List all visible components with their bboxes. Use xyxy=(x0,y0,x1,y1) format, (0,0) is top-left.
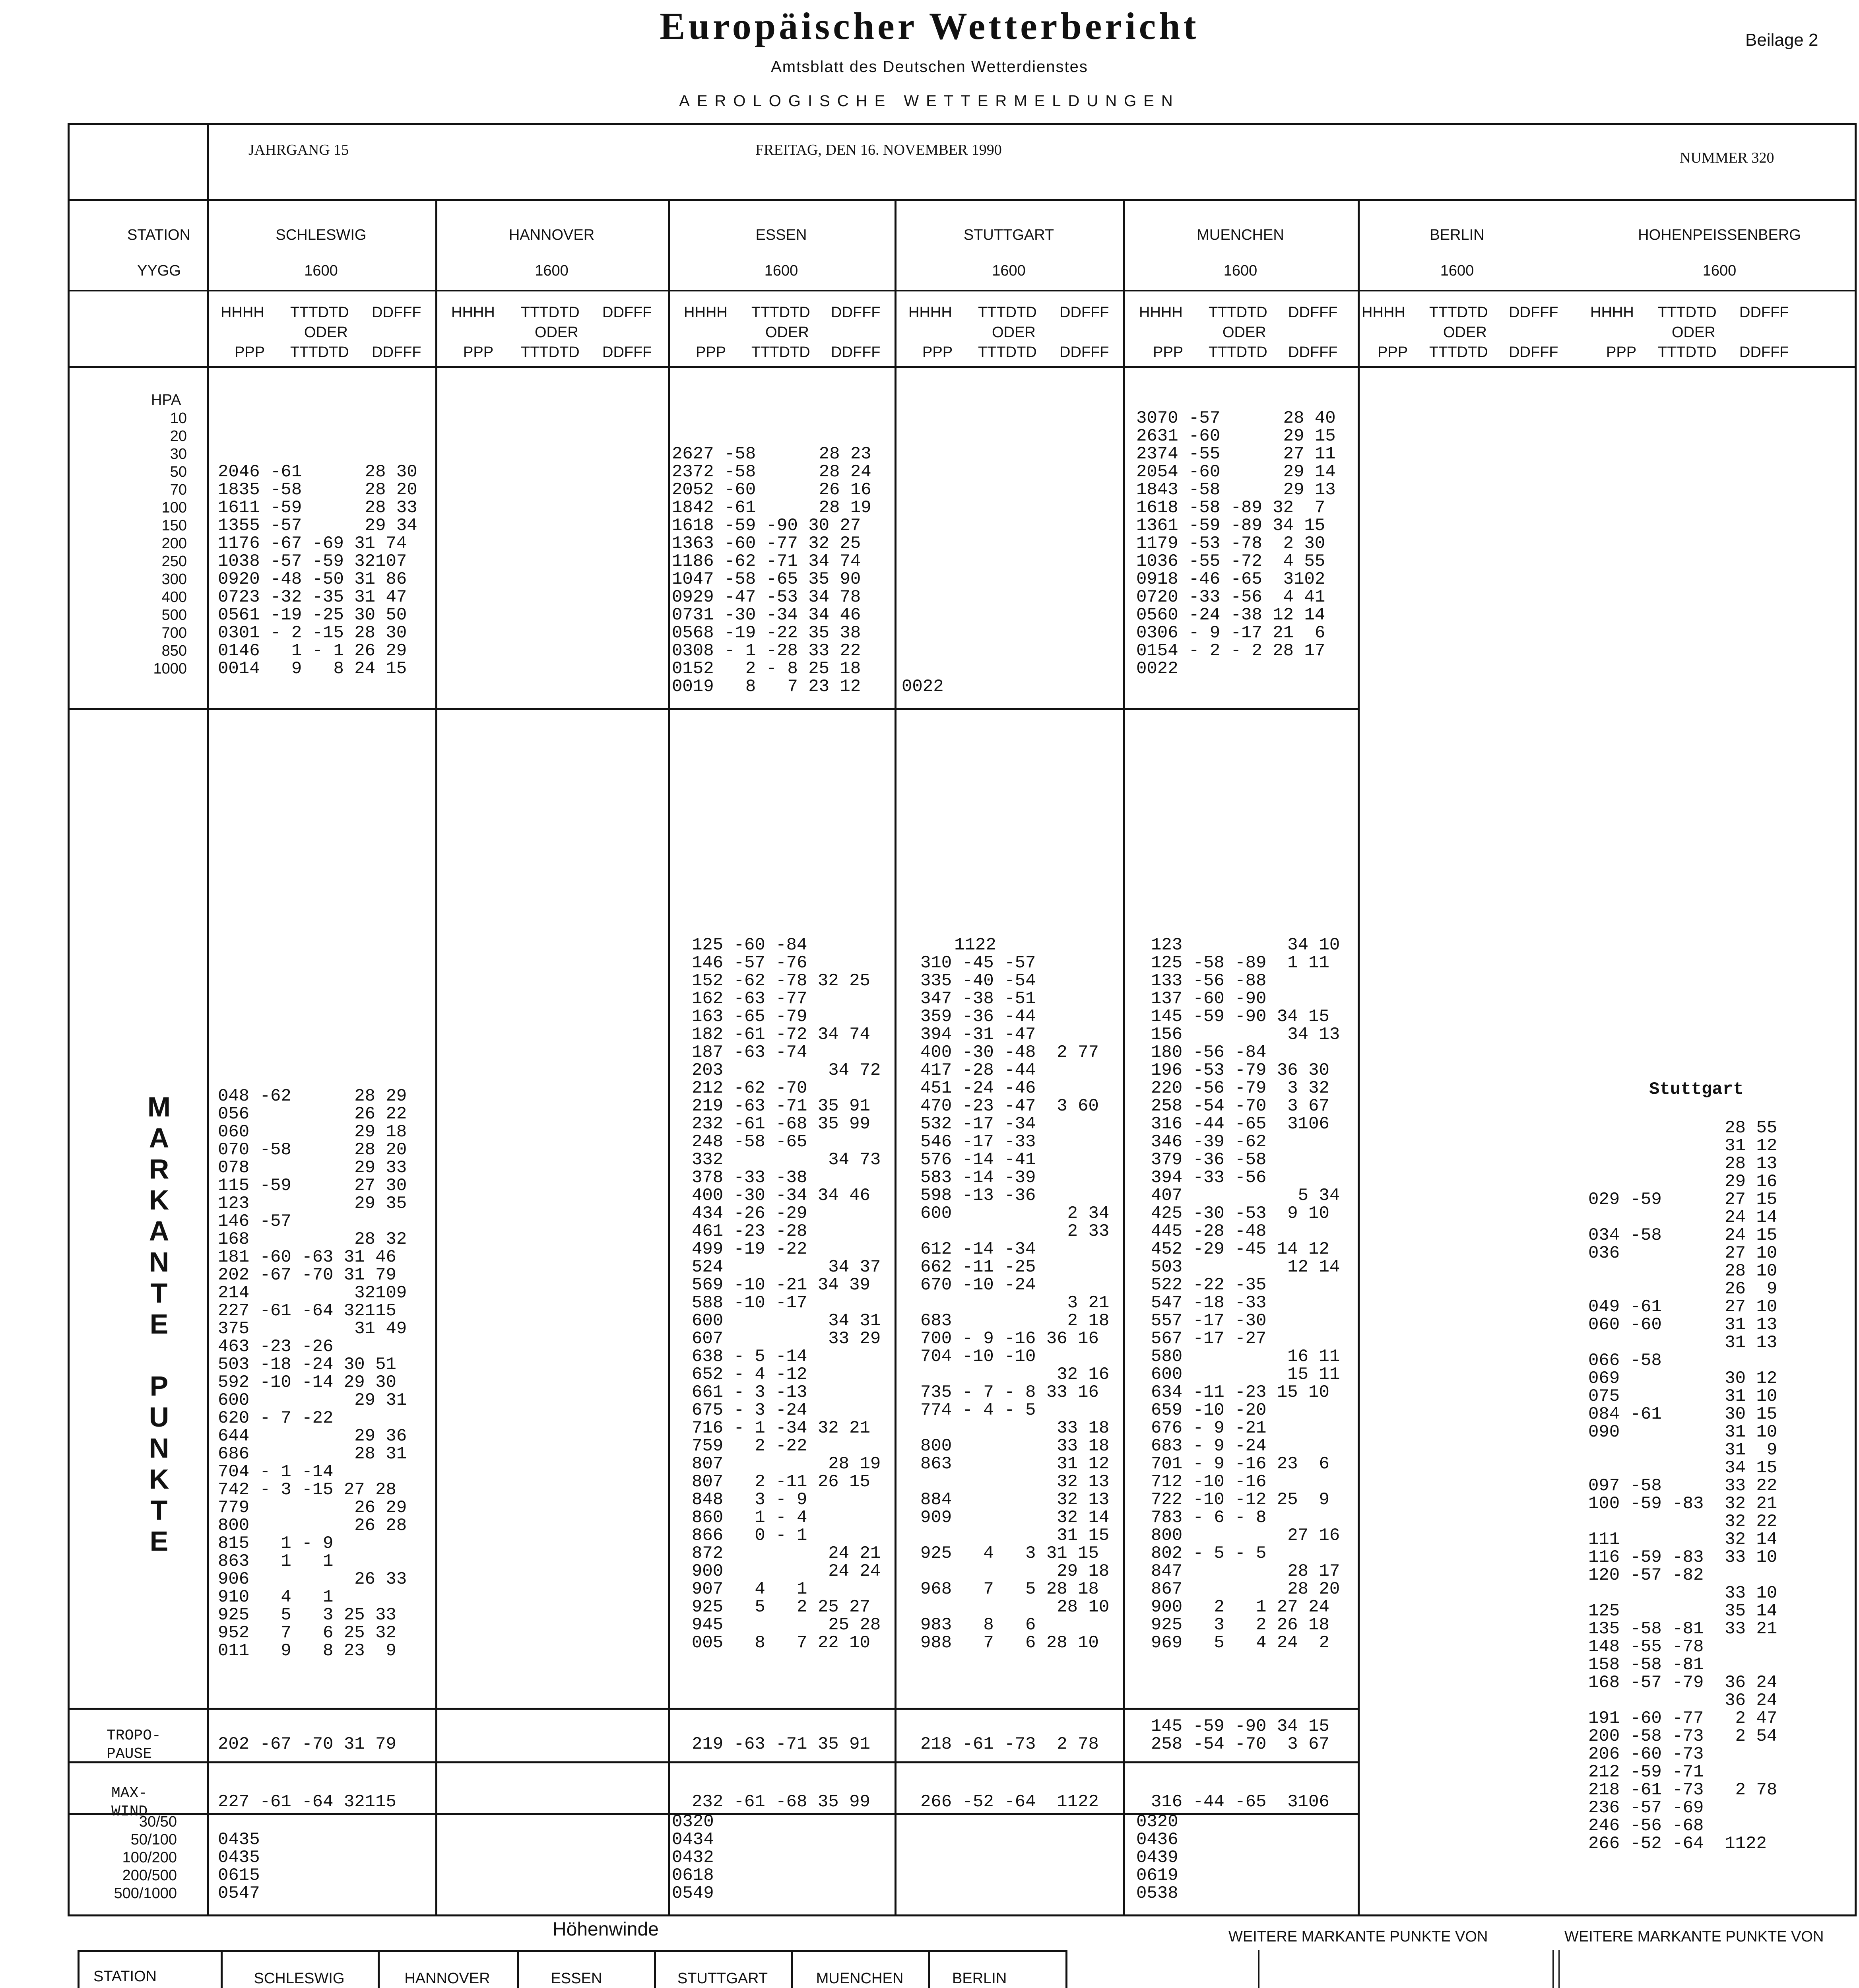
station-yygg-berlin: 1600 xyxy=(1440,262,1474,279)
levels-label: HPA xyxy=(151,392,181,408)
maxwind-stuttgart: 266 -52 -64 1122 xyxy=(920,1792,1099,1812)
hoehenwinde-title: Höhenwinde xyxy=(553,1919,659,1940)
hw-station-berlin: BERLIN xyxy=(952,1970,1007,1987)
tropo-muenchen: 145 -59 -90 34 15 258 -54 -70 3 67 xyxy=(1151,1716,1329,1754)
maxwind-schleswig: 227 -61 -64 32115 xyxy=(218,1792,396,1812)
publication-title: Europäischer Wetterbericht xyxy=(660,5,1199,47)
markante-right: 28 55 31 12 28 13 29 16 029 -59 27 15 24 14 034 -58 24 15 036 27 10 28 10 26 9 049 -61 27 10 060 -60 31 13 31 13 066 -58 069 30 12 075 31 10 084 -61 30 15 090 31 10 31 9 34 15 097 -58 33 22 100 -59 -83 32 21 32 22 111 32 14 116 -59 -83 33 10 120 -57 -82 33 10 125 35 14 135 -58 -81 33 21 148 -55 -78 158 -58 -81 168 -57 -79 36 24 36 24 191 -60 -77 2 47 200 -58 -73 2 54 206 -60 -73 212 -59 -71 218 -61 -73 2 78 236 -57 -69 246 -56 -68 266 -52 -64 1122 xyxy=(1588,1118,1777,1854)
tropo-schleswig: 202 -67 -70 31 79 xyxy=(218,1734,396,1754)
markante-muenchen: 123 34 10 125 -58 -89 1 11 133 -56 -88 137 -60 -90 145 -59 -90 34 15 156 34 13 180 -56 -84 196 -53 -79 36 30 220 -56 -79 3 32 258 -54 -70 3 67 316 -44 -65 3106 346 -39 -62 379 -36 -58 394 -33 -56 407 5 34 425 -30 -53 9 10 445 -28 -48 452 -29 -45 14 12 503 12 14 522 -22 -35 547 -18 -33 557 -17 -30 567 -17 -27 580 16 11 600 15 11 634 -11 -23 15 10 659 -10 -20 676 - 9 -21 683 - 9 -24 701 - 9 -16 23 6 712 -10 -16 722 -10 -12 25 9 783 - 6 - 8 800 27 16 802 - 5 - 5 847 28 17 867 28 20 900 2 1 27 24 925 3 2 26 18 969 5 4 24 2 xyxy=(1151,935,1340,1653)
tropo-stuttgart: 218 -61 -73 2 78 xyxy=(920,1734,1099,1754)
hw-station-essen: ESSEN xyxy=(551,1970,602,1987)
weitere-label-essen: WEITERE MARKANTE PUNKTE VON xyxy=(1228,1928,1488,1945)
station-yygg-schleswig: 1600 xyxy=(304,262,338,279)
station-name-stuttgart: STUTTGART xyxy=(963,227,1054,243)
station-name-hohenpeissenberg: HOHENPEISSENBERG xyxy=(1638,227,1801,243)
volume-label: JAHRGANG 15 xyxy=(248,142,349,158)
station-name-muenchen: MUENCHEN xyxy=(1197,227,1284,243)
hpa-data-muenchen: 3070 -57 28 40 2631 -60 29 15 2374 -55 27 11 2054 -60 29 14 1843 -58 29 13 1618 -58 -89 32 7 1361 -59 -89 34 15 1179 -53 -78 2 30 1036 -55 -72 4 55 0918 -46 -65 3102 0720 -33 -56 4 41 0560 -24 -38 12 14 0306 - 9 -17 21 6 0154 - 2 - 2 28 17 0022 xyxy=(1136,408,1336,679)
weitere-label-muenchen: WEITERE MARKANTE PUNKTE VON xyxy=(1564,1928,1824,1945)
tropo-essen: 219 -63 -71 35 91 xyxy=(692,1734,870,1754)
maxwind-essen: 232 -61 -68 35 99 xyxy=(692,1792,870,1812)
hw-station-muenchen: MUENCHEN xyxy=(816,1970,904,1987)
station-yygg-essen: 1600 xyxy=(764,262,798,279)
thickness-schleswig: 0435 0435 0615 0547 xyxy=(218,1830,260,1903)
pressure-levels: 10 20 30 50 70 100 150 200 250 300 400 500 700 850 1000 xyxy=(153,410,187,677)
supplement-label: Beilage 2 xyxy=(1745,30,1818,50)
station-yygg-stuttgart: 1600 xyxy=(992,262,1026,279)
thickness-labels: 30/50 50/100 100/200 200/500 500/1000 xyxy=(114,1813,177,1902)
markante-punkte-label: M A R K A N T E P U N K T E xyxy=(147,1091,171,1557)
station-name-essen: ESSEN xyxy=(755,227,807,243)
hw-station-label: STATION xyxy=(93,1968,157,1985)
hw-station-stuttgart: STUTTGART xyxy=(677,1970,768,1987)
yygg-label: YYGG xyxy=(137,262,181,279)
markante-essen: 125 -60 -84 1122 146 -57 -76 152 -62 -78 32 25 162 -63 -77 163 -65 -79 182 -61 -72 34 74 187 -63 -74 203 34 72 212 -62 -70 219 -63 -71 35 91 232 -61 -68 35 99 248 -58 -65 332 34 73 378 -33 -38 400 -30 -34 34 46 434 -26 -29 461 -23 -28 499 -19 -22 524 34 37 569 -10 -21 34 39 588 -10 -17 600 34 31 607 33 29 638 - 5 -14 652 - 4 -12 661 - 3 -13 675 - 3 -24 716 - 1 -34 32 21 759 2 -22 807 28 19 807 2 -11 26 15 848 3 - 9 860 1 - 4 866 0 - 1 872 24 21 900 24 24 907 4 1 925 5 2 25 27 945 25 28 005 8 7 22 10 xyxy=(692,935,996,1653)
station-yygg-hannover: 1600 xyxy=(535,262,569,279)
station-name-schleswig: SCHLESWIG xyxy=(276,227,367,243)
thickness-muenchen: 0320 0436 0439 0619 0538 xyxy=(1136,1812,1178,1903)
hpa-data-essen: 2627 -58 28 23 2372 -58 28 24 2052 -60 26 16 1842 -61 28 19 1618 -59 -90 30 27 1363 -60 -77 32 25 1186 -62 -71 34 74 1047 -58 -65 35 90 0929 -47 -53 34 78 0731 -30 -34 34 46 0568 -19 -22 35 38 0308 - 1 -28 33 22 0152 2 - 8 25 18 0019 8 7 23 12 xyxy=(672,444,871,697)
markante-right-title: Stuttgart xyxy=(1649,1079,1744,1099)
issue-date: FREITAG, DEN 16. NOVEMBER 1990 xyxy=(755,142,1002,158)
hw-station-schleswig: SCHLESWIG xyxy=(254,1970,345,1987)
station-yygg-hohenpeissenberg: 1600 xyxy=(1702,262,1737,279)
thickness-essen: 0320 0434 0432 0618 0549 xyxy=(672,1812,714,1903)
maxwind-muenchen: 316 -44 -65 3106 xyxy=(1151,1792,1329,1812)
markante-stuttgart: 310 -45 -57 335 -40 -54 347 -38 -51 359 -36 -44 394 -31 -47 400 -30 -48 2 77 417 -28 -44 451 -24 -46 470 -23 -47 3 60 532 -17 -34 546 -17 -33 576 -14 -41 583 -14 -39 598 -13 -36 600 2 34 2 33 612 -14 -34 662 -11 -25 670 -10 -24 3 21 683 2 18 700 - 9 -16 36 16 704 -10 -10 32 16 735 - 7 - 8 33 16 774 - 4 - 5 33 18 800 33 18 863 31 12 32 13 884 32 13 909 32 14 31 15 925 4 3 31 15 29 18 968 7 5 28 18 28 10 983 8 6 988 7 6 28 10 xyxy=(920,953,1110,1653)
station-label: STATION xyxy=(127,227,191,243)
hw-station-hannover: HANNOVER xyxy=(404,1970,490,1987)
station-name-berlin: BERLIN xyxy=(1430,227,1484,243)
markante-schleswig: 048 -62 28 29 056 26 22 060 29 18 070 -58 28 20 078 29 33 115 -59 27 30 123 29 35 146 -57 168 28 32 181 -60 -63 31 46 202 -67 -70 31 79 214 32109 227 -61 -64 32115 375 31 49 463 -23 -26 503 -18 -24 30 51 592 -10 -14 29 30 600 29 31 620 - 7 -22 644 29 36 686 28 31 704 - 1 -14 742 - 3 -15 27 28 779 26 29 800 26 28 815 1 - 9 863 1 1 906 26 33 910 4 1 925 5 3 25 33 952 7 6 25 32 011 9 8 23 9 xyxy=(218,1086,407,1661)
hpa-data-stuttgart: 0022 xyxy=(902,677,944,697)
section-title: AEROLOGISCHE WETTERMELDUNGEN xyxy=(679,92,1180,110)
station-name-hannover: HANNOVER xyxy=(508,227,595,243)
tropopause-label: TROPO- PAUSE xyxy=(107,1727,161,1763)
hpa-data-schleswig: 2046 -61 28 30 1835 -58 28 20 1611 -59 28 33 1355 -57 29 34 1176 -67 -69 31 74 1038 -57 -59 32107 0920 -48 -50 31 86 0723 -32 -35 31 47 0561 -19 -25 30 50 0301 - 2 -15 28 30 0146 1 - 1 26 29 0014 9 8 24 15 xyxy=(218,462,417,679)
maxwind-label: MAX- WIND xyxy=(111,1785,148,1820)
issue-number: NUMMER 320 xyxy=(1680,149,1774,166)
publication-subtitle: Amtsblatt des Deutschen Wetterdienstes xyxy=(771,58,1088,76)
station-yygg-muenchen: 1600 xyxy=(1223,262,1257,279)
